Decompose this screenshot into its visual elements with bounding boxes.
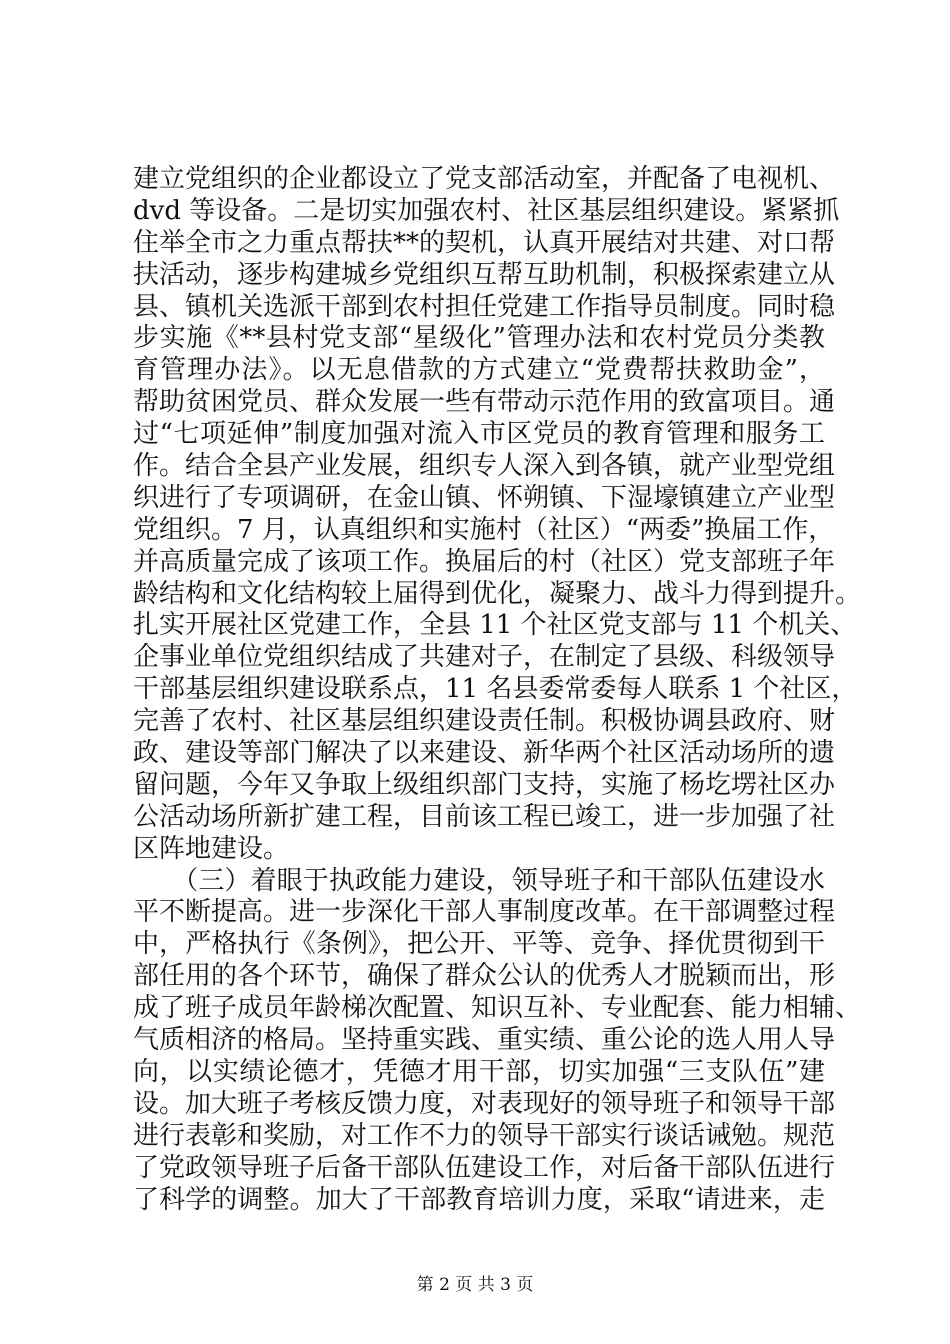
text-line: 设。加大班子考核反馈力度，对表现好的领导班子和领导干部 <box>133 1088 836 1119</box>
text-line: 向，以实绩论德才，凭德才用干部，切实加强“三支队伍”建 <box>133 1056 825 1087</box>
text-line: 扶活动，逐步构建城乡党组织互帮互助机制，积极探索建立从 <box>133 259 836 290</box>
paragraph-start-line: （三）着眼于执政能力建设，领导班子和干部队伍建设水 <box>133 865 825 896</box>
text-line: 县、镇机关选派干部到农村担任党建工作指导员制度。同时稳 <box>133 291 836 322</box>
text-line: 进行表彰和奖励，对工作不力的领导干部实行谈话诫勉。规范 <box>133 1120 836 1151</box>
text-line: 过“七项延伸”制度加强对流入市区党员的教育管理和服务工 <box>133 419 825 450</box>
text-line: 龄结构和文化结构较上届得到优化，凝聚力、战斗力得到提升。 <box>133 578 862 609</box>
text-line: 建立党组织的企业都设立了党支部活动室，并配备了电视机、 <box>133 164 836 194</box>
text-line: dvd 等设备。二是切实加强农村、社区基层组织建设。紧紧抓 <box>133 195 840 226</box>
text-line: 住举全市之力重点帮扶**的契机，认真开展结对共建、对口帮 <box>133 227 836 258</box>
text-line: 了党政领导班子后备干部队伍建设工作，对后备干部队伍进行 <box>133 1152 836 1183</box>
text-line: 扎实开展社区党建工作，全县 11 个社区党支部与 11 个机关、 <box>133 610 857 641</box>
text-line: 步实施《**县村党支部“星级化”管理办法和农村党员分类教 <box>133 323 825 354</box>
text-line: 了科学的调整。加大了干部教育培训力度，采取“请进来，走 <box>133 1184 825 1215</box>
text-line: 企事业单位党组织结成了共建对子，在制定了县级、科级领导 <box>133 642 836 673</box>
document-body <box>133 164 862 1216</box>
paragraph-end-line: 区阵地建设。 <box>133 833 290 864</box>
text-line: 完善了农村、社区基层组织建设责任制。积极协调县政府、财 <box>133 706 836 737</box>
text-line: 织进行了专项调研，在金山镇、怀朔镇、下湿壕镇建立产业型 <box>133 482 836 513</box>
text-line: 育管理办法》。以无息借款的方式建立“党费帮扶救助金”， <box>133 355 825 386</box>
text-line: 中，严格执行《条例》，把公开、平等、竞争、择优贯彻到干 <box>133 929 825 960</box>
text-line: 作。结合全县产业发展，组织专人深入到各镇，就产业型党组 <box>133 451 836 482</box>
text-line: 公活动场所新扩建工程，目前该工程已竣工，进一步加强了社 <box>133 801 836 832</box>
text-line: 党组织。7 月，认真组织和实施村（社区）“两委”换届工作， <box>133 514 835 545</box>
text-line: 干部基层组织建设联系点，11 名县委常委每人联系 1 个社区， <box>133 674 858 705</box>
text-line: 政、建设等部门解决了以来建设、新华两个社区活动场所的遗 <box>133 738 836 769</box>
text-line: 成了班子成员年龄梯次配置、知识互补、专业配套、能力相辅、 <box>133 993 862 1024</box>
text-line: 留问题，今年又争取上级组织部门支持，实施了杨圪塄社区办 <box>133 769 836 800</box>
page-number-footer: 第 2 页 共 3 页 <box>416 1275 534 1295</box>
text-line: 平不断提高。进一步深化干部人事制度改革。在干部调整过程 <box>133 897 836 928</box>
text-line: 部任用的各个环节，确保了群众公认的优秀人才脱颖而出，形 <box>133 961 836 992</box>
text-line: 气质相济的格局。坚持重实践、重实绩、重公论的选人用人导 <box>133 1025 836 1056</box>
text-line: 帮助贫困党员、群众发展一些有带动示范作用的致富项目。通 <box>133 387 836 418</box>
text-line: 并高质量完成了该项工作。换届后的村（社区）党支部班子年 <box>133 546 836 577</box>
